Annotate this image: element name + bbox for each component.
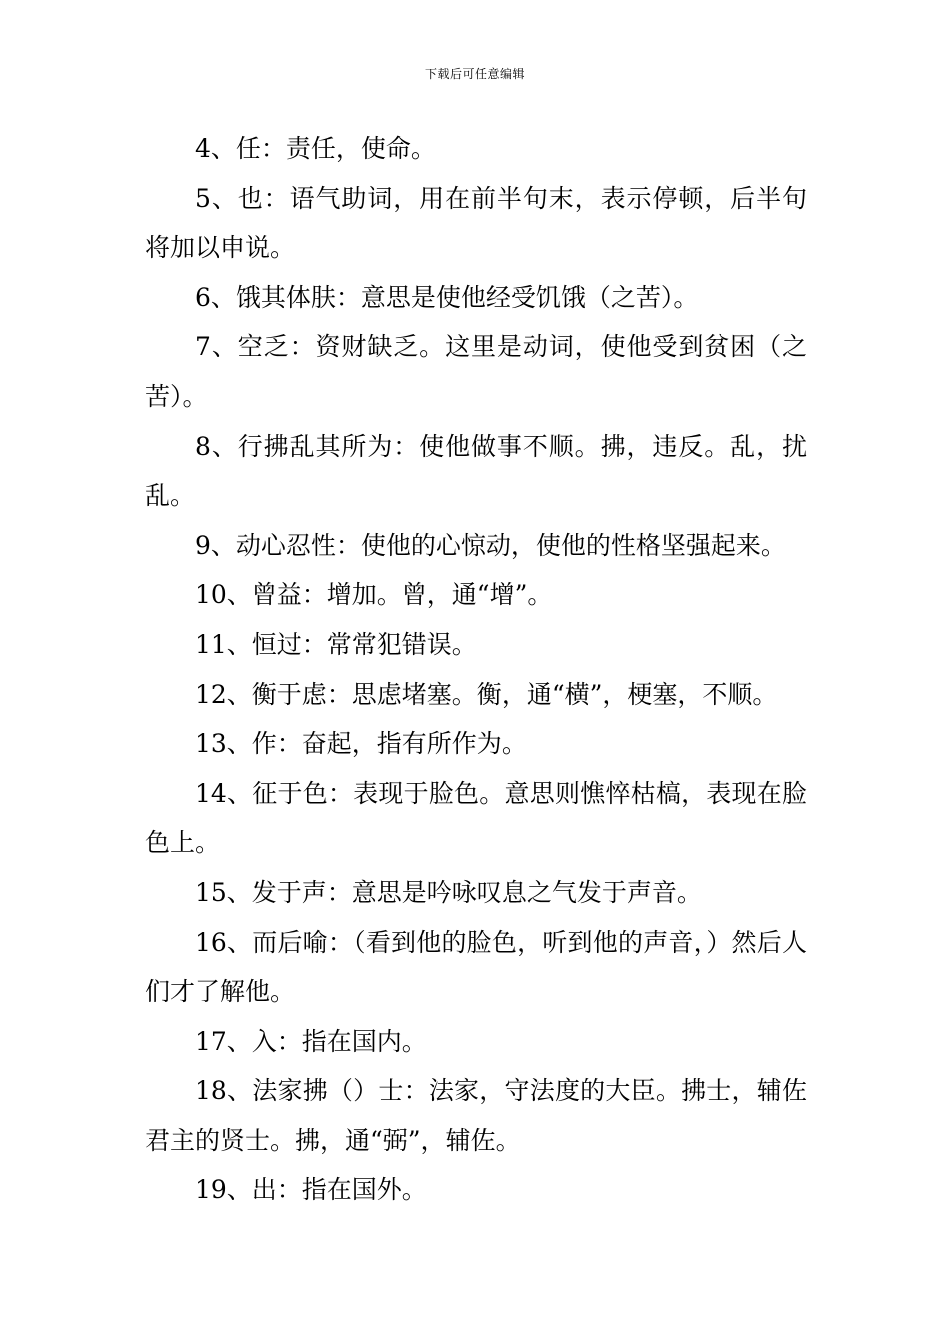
note-item-4: 4、任：责任，使命。 bbox=[195, 134, 436, 163]
note-item-19: 19、出：指在国外。 bbox=[195, 1175, 427, 1205]
note-item-10: 10、曾益：增加。曾，通“增”。 bbox=[195, 580, 553, 610]
note-item-11: 11、恒过：常常犯错误。 bbox=[195, 629, 477, 659]
note-item-16: 16、而后喻：（看到他的脸色，听到他的声音，）然后人们才了解他。 bbox=[145, 927, 807, 1007]
note-item-14: 14、征于色：表现于脸色。意思则憔悴枯槁，表现在脸色上。 bbox=[145, 778, 807, 858]
note-item-12: 12、衡于虑：思虑堵塞。衡，通“横”，梗塞，不顺。 bbox=[195, 679, 778, 709]
note-item-5: 5、也：语气助词，用在前半句末，表示停顿，后半句将加以申说。 bbox=[145, 183, 807, 263]
document-body bbox=[145, 124, 807, 1215]
note-item-6: 6、饿其体肤：意思是使他经受饥饿（之苦）。 bbox=[195, 282, 699, 312]
note-item-9: 9、动心忍性：使他的心惊动，使他的性格坚强起来。 bbox=[195, 530, 786, 560]
note-item-7: 7、空乏：资财缺乏。这里是动词，使他受到贫困（之苦）。 bbox=[145, 332, 807, 411]
page-header: 下载后可任意编辑 bbox=[424, 67, 525, 81]
note-item-8: 8、行拂乱其所为：使他做事不顺。拂，违反。乱，扰乱。 bbox=[145, 431, 807, 511]
note-item-17: 17、入：指在国内。 bbox=[195, 1026, 427, 1056]
note-item-18: 18、法家拂（）士：法家，守法度的大臣。拂士，辅佐君主的贤士。拂，通“弼”，辅佐。 bbox=[145, 1076, 807, 1155]
note-item-15: 15、发于声：意思是吟咏叹息之气发于声音。 bbox=[195, 877, 702, 907]
note-item-13: 13、作：奋起，指有所作为。 bbox=[195, 729, 527, 759]
